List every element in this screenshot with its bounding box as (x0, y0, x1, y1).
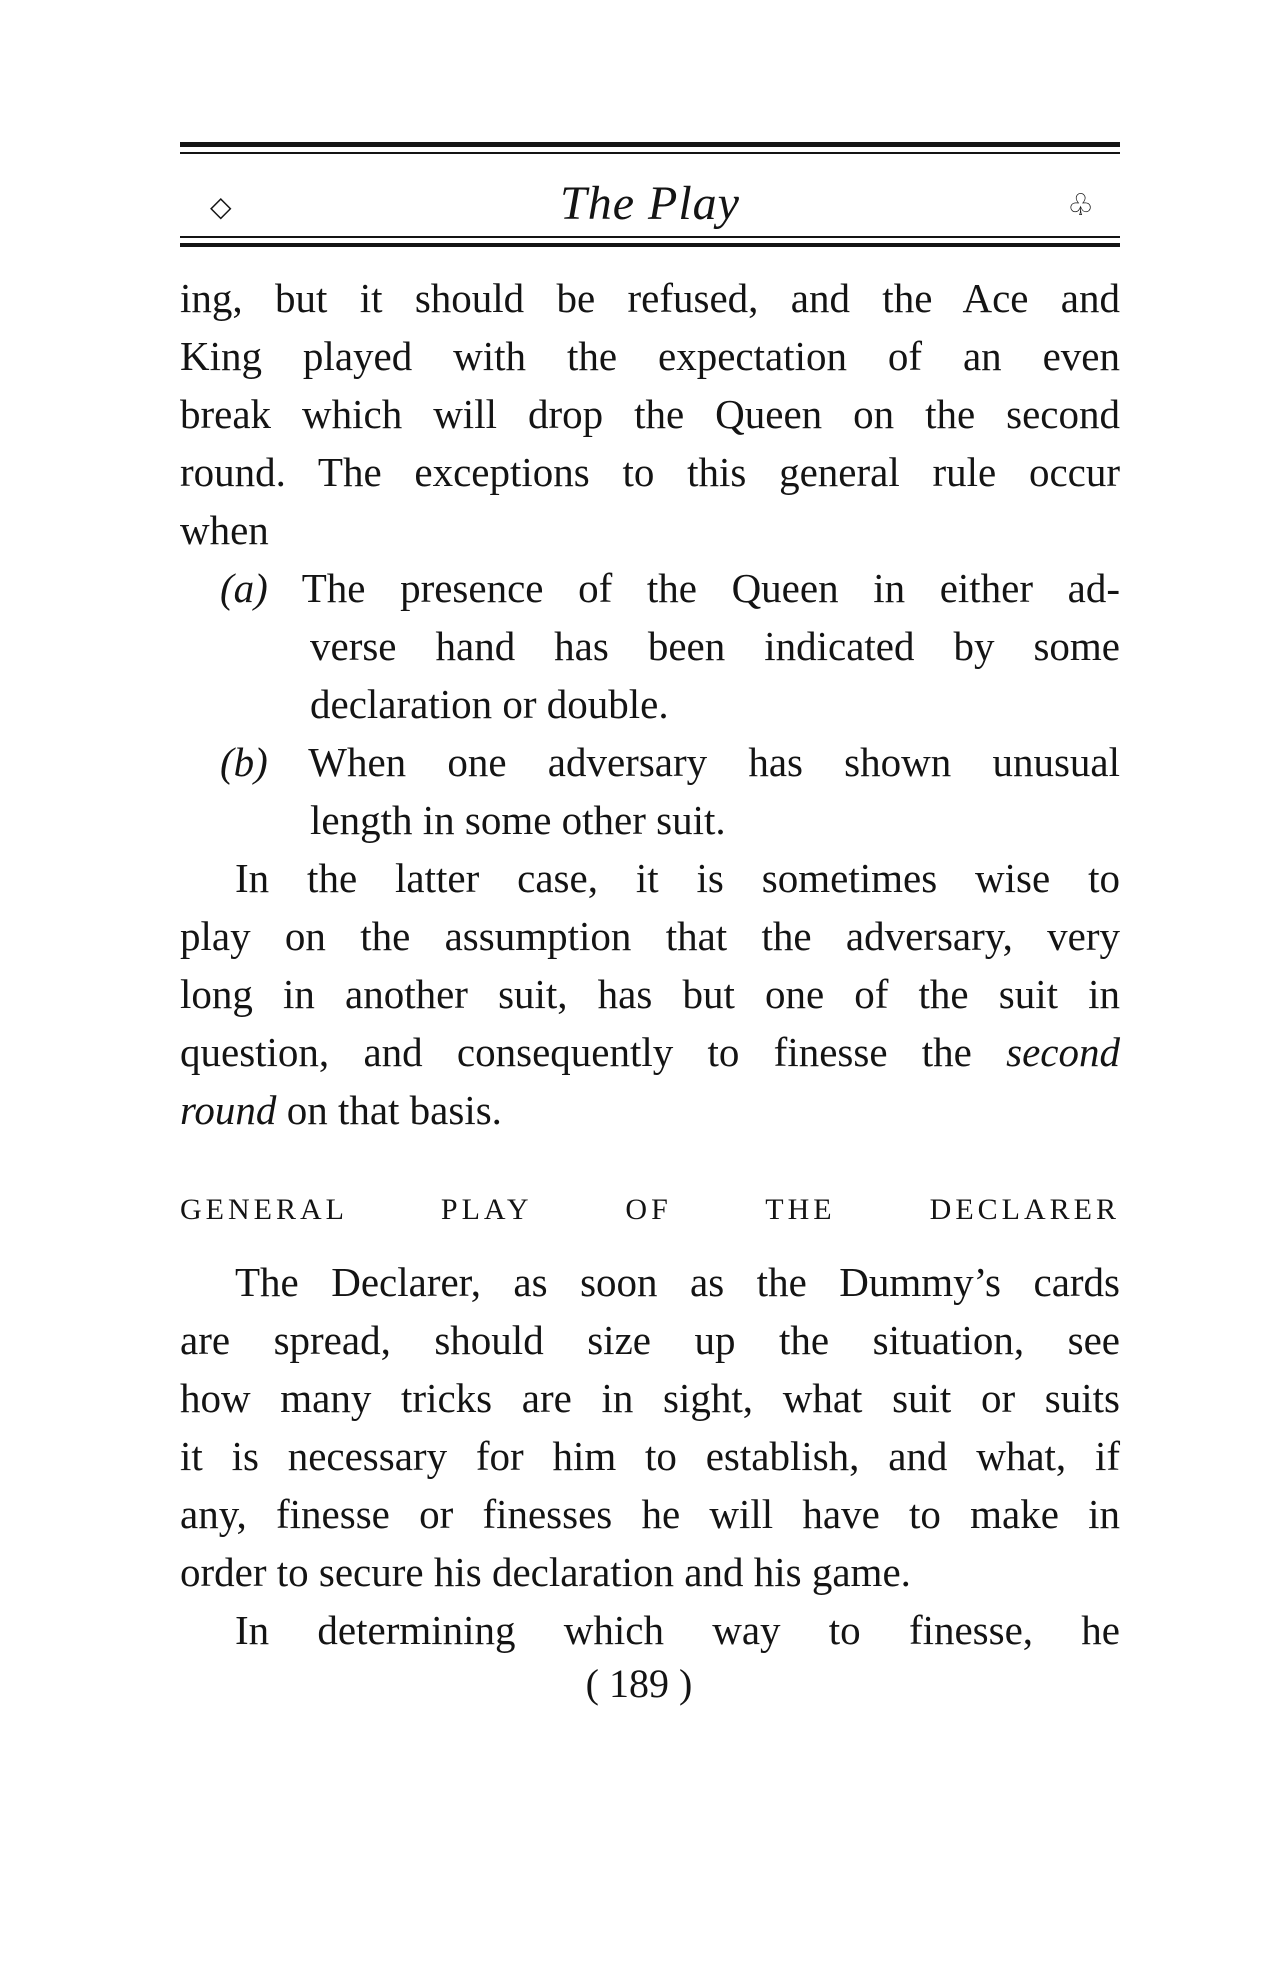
text-line: order to secure his declaration and his game. (180, 1549, 911, 1595)
list-item-b (180, 733, 1120, 791)
text-segment: question, and consequently to finesse the (180, 1029, 972, 1075)
text-line: play on the assumption that the adversary, very (180, 913, 1120, 959)
text-line: King played with the expectation of an even (180, 333, 1120, 379)
text-line: declaration or double. (310, 681, 669, 727)
header-rule-bottom-thick (180, 243, 1120, 247)
text-line: are spread, should size up the situation, see (180, 1317, 1120, 1363)
page-number: ( 189 ) (585, 1661, 693, 1706)
text-line: length in some other suit. (310, 797, 726, 843)
section-heading: GENERAL PLAY OF THE DECLARER (180, 1193, 1120, 1226)
text-line: long in another suit, has but one of the suit in (180, 971, 1120, 1017)
running-title: The Play (560, 177, 740, 230)
italic-word: round (180, 1087, 277, 1133)
item-label: (a) (220, 565, 268, 611)
text-line: break which will drop the Queen on the second (180, 391, 1120, 437)
club-icon: ♧ (1067, 189, 1094, 222)
text-line: In determining which way to finesse, he (235, 1607, 1120, 1653)
item-text: The presence of the Queen in either ad- (301, 565, 1120, 611)
text-line (180, 1023, 1120, 1081)
diamond-icon: ◇ (210, 192, 232, 223)
item-label: (b) (220, 739, 268, 785)
italic-word: second (1006, 1029, 1120, 1075)
text-line: any, finesse or finesses he will have to make in (180, 1491, 1120, 1537)
text-line: round. The exceptions to this general rule occur (180, 449, 1120, 495)
header-rule-bottom-thin (180, 236, 1120, 238)
text-line (180, 1081, 1120, 1139)
body-text (180, 269, 1120, 1659)
text-line: In the latter case, it is sometimes wise to (235, 855, 1120, 901)
text-line: ing, but it should be refused, and the Ace and (180, 275, 1120, 321)
text-line: The Declarer, as soon as the Dummy’s cards (235, 1259, 1120, 1305)
text-line: verse hand has been indicated by some (310, 623, 1120, 669)
running-header (180, 154, 1120, 236)
header-rule-top-thick (180, 142, 1120, 147)
text-line: it is necessary for him to establish, and what, if (180, 1433, 1120, 1479)
book-page (180, 130, 1120, 1659)
text-segment: on that basis. (286, 1087, 502, 1133)
list-item-a (180, 559, 1120, 617)
item-text: When one adversary has shown unusual (308, 739, 1120, 785)
text-line: how many tricks are in sight, what suit or suits (180, 1375, 1120, 1421)
text-line: when (180, 507, 269, 553)
